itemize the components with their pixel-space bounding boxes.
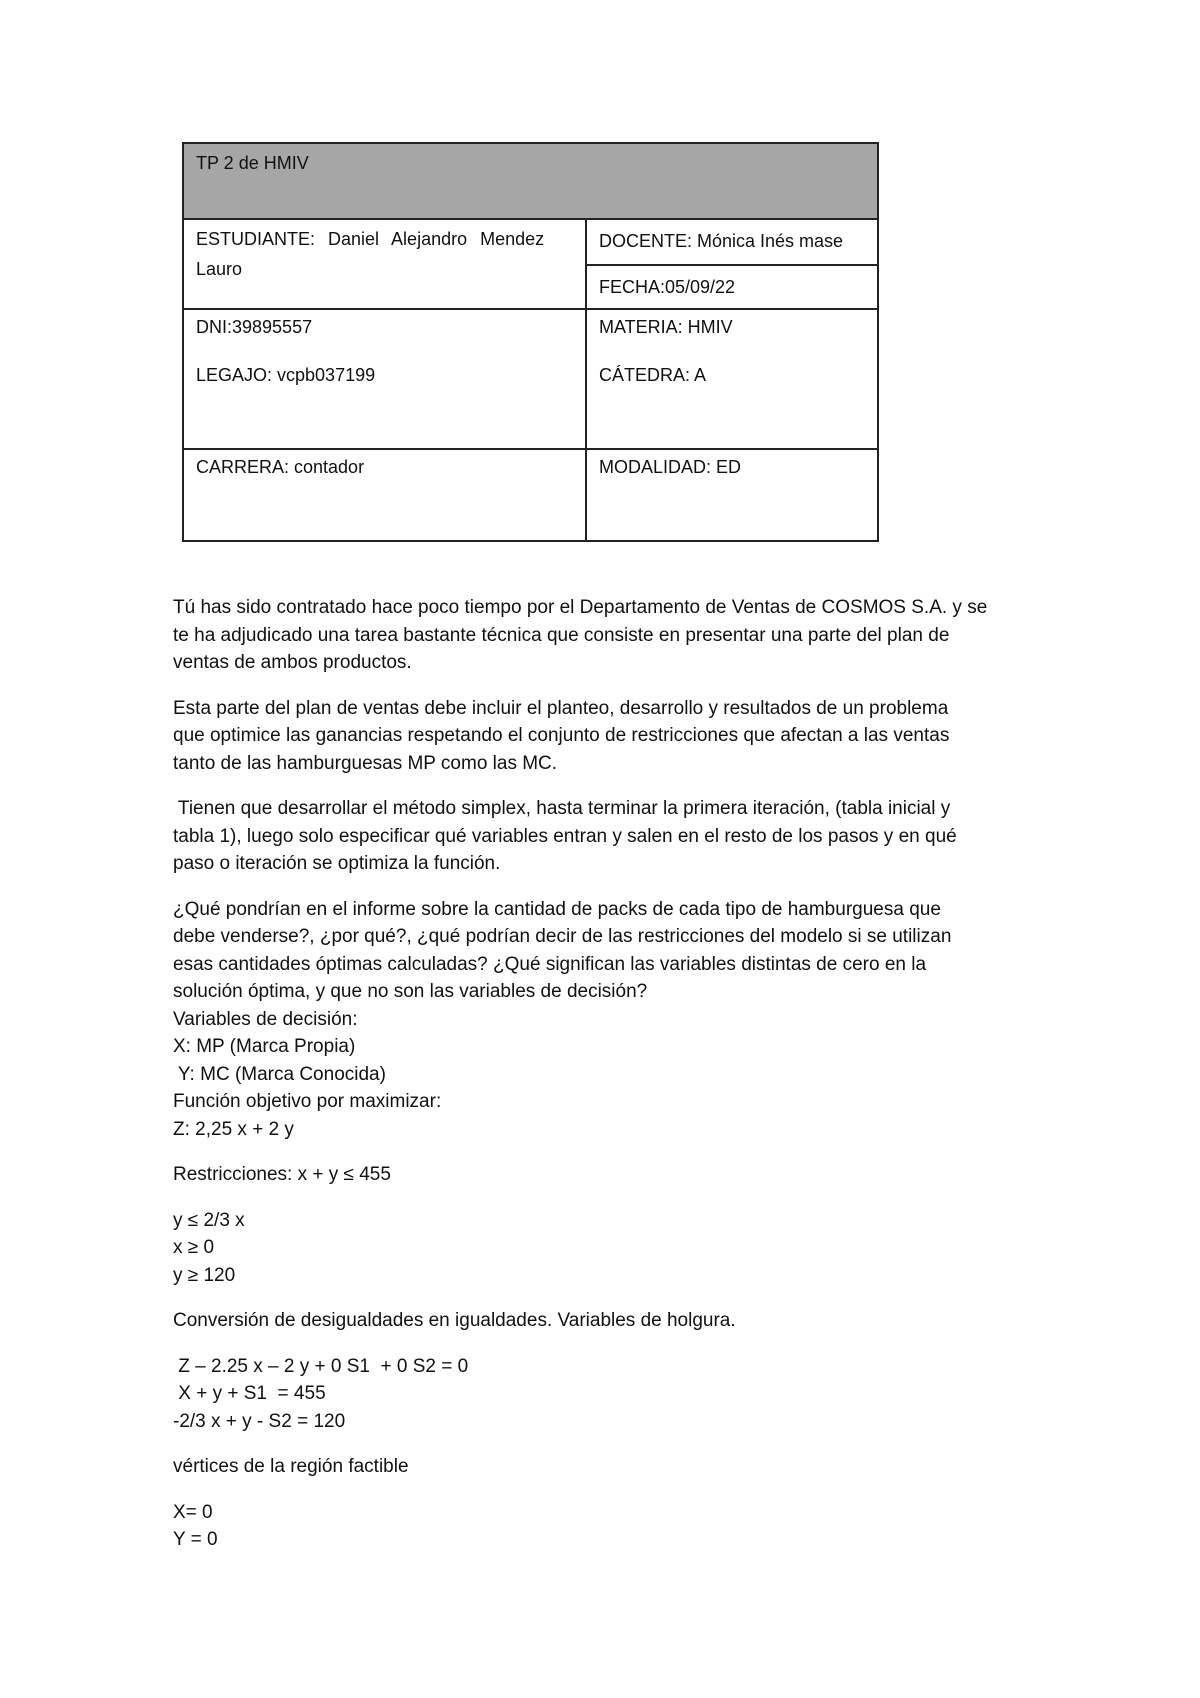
text-line: x ≥ 0 xyxy=(173,1237,215,1258)
text-line: ventas de ambos productos. xyxy=(173,652,412,673)
text-line: Función objetivo por maximizar: xyxy=(173,1091,442,1112)
text-line: debe venderse?, ¿por qué?, ¿qué podrían decir de las restricciones del modelo si se utilizan xyxy=(173,926,952,947)
modalidad-cell xyxy=(587,450,877,540)
dni-cell xyxy=(184,310,587,450)
paragraph-constraints xyxy=(173,1207,1033,1290)
paragraph-plan xyxy=(173,695,1033,778)
text-line: y ≥ 120 xyxy=(173,1264,236,1286)
text-line: ¿Qué pondrían en el informe sobre la cantidad de packs de cada tipo de hamburguesa que xyxy=(173,898,941,920)
text-line: Z – 2.25 x – 2 y + 0 S1 + 0 S2 = 0 xyxy=(173,1355,469,1377)
text-line: -2/3 x + y - S2 = 120 xyxy=(173,1410,346,1432)
paragraph-conversion xyxy=(173,1307,1033,1335)
fecha-value: FECHA:05/09/22 xyxy=(599,277,736,297)
docente-value: DOCENTE: Mónica Inés mase xyxy=(599,231,844,251)
text-line: Variables de decisión: xyxy=(173,1008,358,1030)
text-line: tabla 1), luego solo especificar qué variables entran y salen en el resto de los pasos y en qué xyxy=(173,825,957,847)
text-line: Y: MC (Marca Conocida) xyxy=(173,1063,386,1085)
paragraph-vertices xyxy=(173,1453,1033,1481)
materia-value: MATERIA: HMIV xyxy=(599,317,733,337)
paragraph-intro xyxy=(173,594,1033,677)
paragraph-vertex-values xyxy=(173,1499,1033,1554)
text-line: solución óptima, y que no son las variables de decisión? xyxy=(173,981,648,1002)
text-line: Conversión de desigualdades en igualdades. Variables de holgura. xyxy=(173,1310,736,1331)
document-body xyxy=(173,594,1033,1572)
text-line: X: MP (Marca Propia) xyxy=(173,1036,356,1057)
text-line: Esta parte del plan de ventas debe incluir el planteo, desarrollo y resultados de un problema xyxy=(173,697,949,719)
paragraph-equations xyxy=(173,1353,1033,1436)
title-cell xyxy=(184,144,877,220)
text-line: Restricciones: x + y ≤ 455 xyxy=(173,1164,391,1185)
text-line: vértices de la región factible xyxy=(173,1456,409,1477)
text-line: esas cantidades óptimas calculadas? ¿Qué significan las variables distintas de cero en la xyxy=(173,953,927,975)
student-name-line1: ESTUDIANTE: Daniel Alejandro Mendez xyxy=(196,229,545,249)
header-info-table xyxy=(182,142,879,542)
text-line: Y = 0 xyxy=(173,1529,218,1550)
paragraph-restrictions xyxy=(173,1161,1033,1189)
text-line: Tú has sido contratado hace poco tiempo por el Departamento de Ventas de COSMOS S.A. y se xyxy=(173,597,988,618)
text-line: tanto de las hamburguesas MP como las MC. xyxy=(173,752,558,774)
dni-value: DNI:39895557 xyxy=(196,317,313,337)
paragraph-questions-variables xyxy=(173,896,1033,1144)
modalidad-value: MODALIDAD: ED xyxy=(599,457,742,477)
text-line: X + y + S1 = 455 xyxy=(173,1383,326,1404)
legajo-value: LEGAJO: vcpb037199 xyxy=(196,365,376,385)
fecha-cell xyxy=(587,266,877,310)
text-line: X= 0 xyxy=(173,1501,213,1523)
carrera-value: CARRERA: contador xyxy=(196,457,365,477)
student-name-line2: Lauro xyxy=(196,259,243,279)
text-line: Tienen que desarrollar el método simplex, hasta terminar la primera iteración, (tabla inicial y xyxy=(173,798,951,819)
carrera-cell xyxy=(184,450,587,540)
docente-cell xyxy=(587,220,877,266)
text-line: que optimice las ganancias respetando el conjunto de restricciones que afectan a las ventas xyxy=(173,725,950,746)
student-cell xyxy=(184,220,587,310)
paragraph-simplex xyxy=(173,795,1033,878)
catedra-value: CÁTEDRA: A xyxy=(599,365,707,385)
materia-cell xyxy=(587,310,877,450)
text-line: paso o iteración se optimiza la función. xyxy=(173,853,501,874)
document-title: TP 2 de HMIV xyxy=(196,153,309,173)
text-line: te ha adjudicado una tarea bastante técnica que consiste en presentar una parte del plan de xyxy=(173,624,950,646)
text-line: Z: 2,25 x + 2 y xyxy=(173,1118,294,1140)
text-line: y ≤ 2/3 x xyxy=(173,1209,245,1231)
